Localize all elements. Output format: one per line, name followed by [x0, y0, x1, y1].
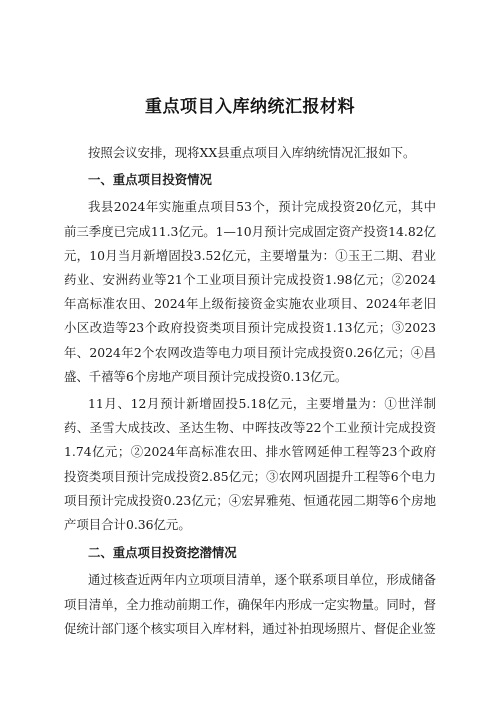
section-2-heading: 二、重点项目投资挖潜情况	[88, 545, 237, 561]
section-2-paragraph-1: 通过核查近两年内立项项目清单，逐个联系项目单位，形成储备项目清单，全力推动前期工作，确保年内形成一定实物量。同时，督促统计部门逐个核实项目入库材料，通过补拍现场照片、督促企业签	[64, 572, 436, 636]
document-body	[64, 141, 436, 641]
document-title: 重点项目入库纳统汇报材料	[145, 97, 355, 117]
section-1-heading: 一、重点项目投资情况	[88, 172, 212, 188]
section-1-paragraph-1: 我县2024年实施重点项目53个，预计完成投资20亿元，其中前三季度已完成11.3亿元。1—10月预计完成固定资产投资14.82亿元，10月当月新增固投3.52亿元，主要增量为：①玉王二期、君业药业、安洲药业等21个工业项目预计完成投资1.98亿元；②2024年高标准农田、2024年上级衔接资金实施农业项目、2024年老旧小区改造等23个政府投资类项目预计完成投资1.13亿元；③2023年、2024年2个农网改造等电力项目预计完成投资0.26亿元；④昌盛、千禧等6个房地产项目预计完成投资0.13亿元。	[64, 199, 436, 384]
section-1-paragraph-2: 11月、12月预计新增固投5.18亿元，主要增量为：①世洋制药、圣雪大成技改、圣达生物、中晖技改等22个工业预计完成投资1.74亿元；②2024年高标准农田、排水管网延伸工程等23个政府投资类项目预计完成投资2.85亿元；③农网巩固提升工程等6个电力项目预计完成投资0.23亿元；④宏昇雅苑、恒通花园二期等6个房地产项目合计0.36亿元。	[64, 396, 436, 533]
intro-paragraph: 按照会议安排，现将XX县重点项目入库纳统情况汇报如下。	[88, 145, 416, 160]
